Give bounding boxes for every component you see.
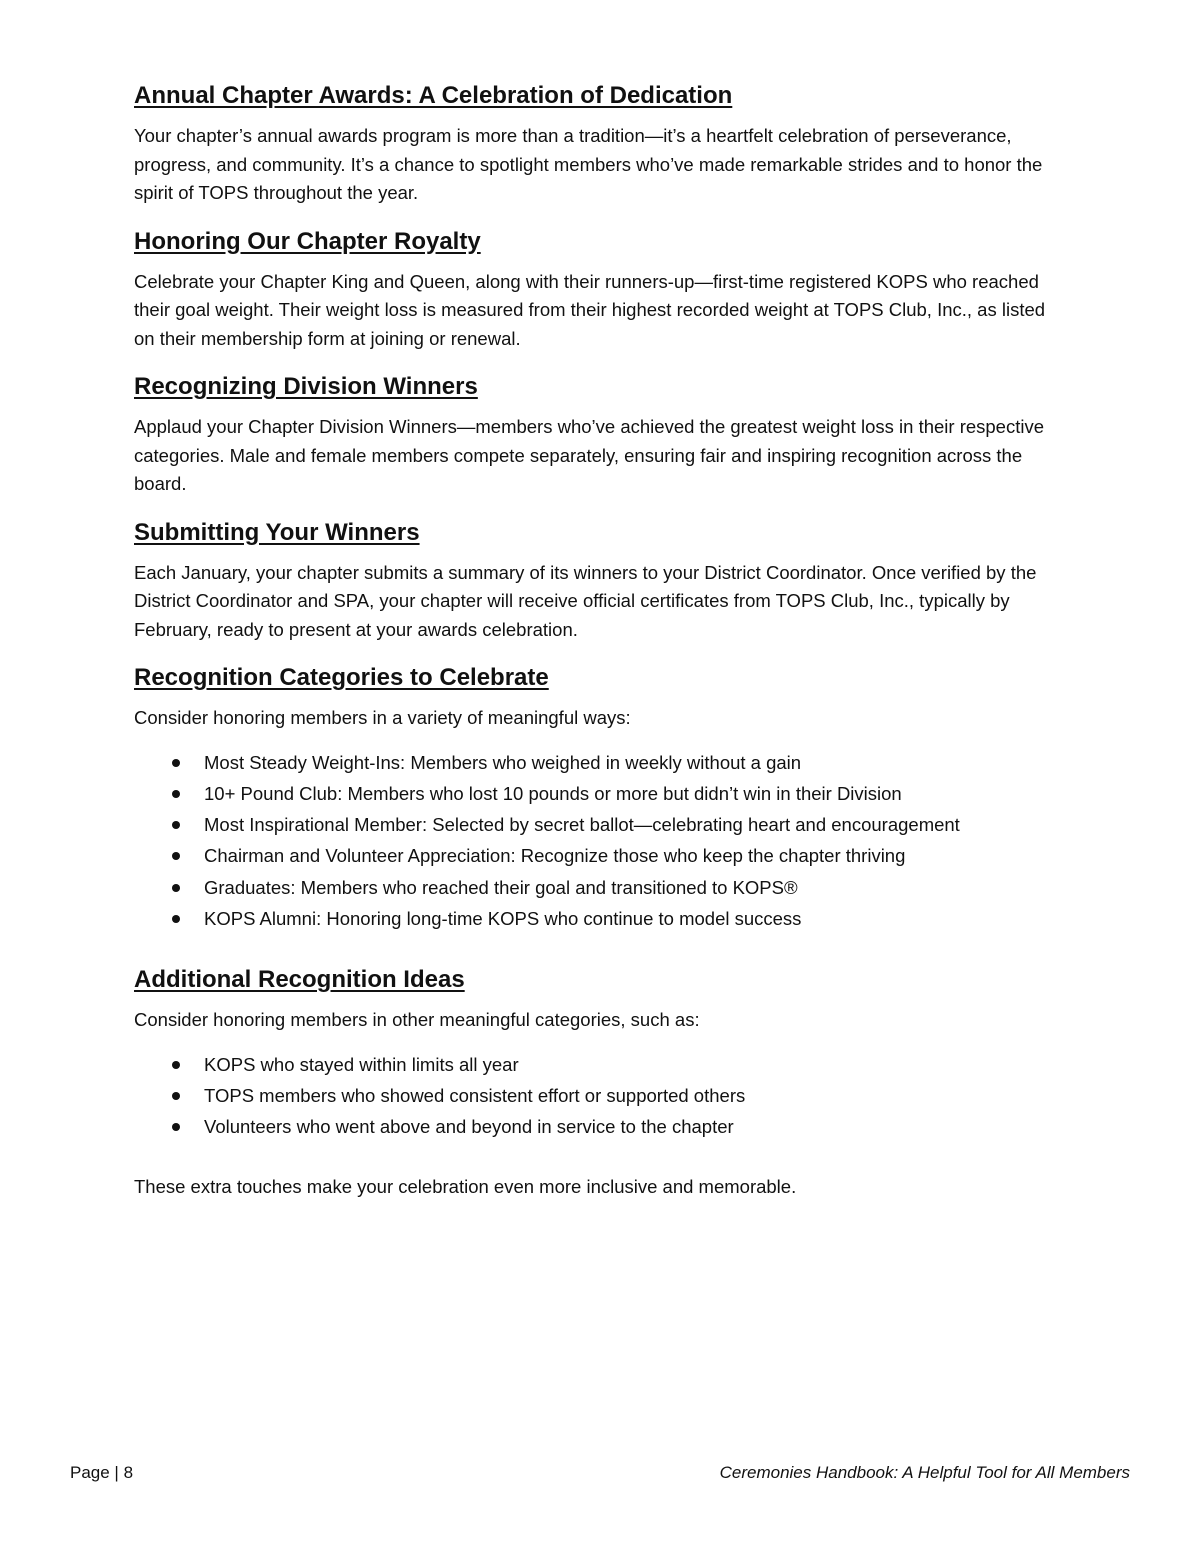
list-item: KOPS Alumni: Honoring long-time KOPS who continue to model success: [204, 903, 1064, 934]
paragraph-recognition-categories: Consider honoring members in a variety of meaningful ways:: [134, 707, 631, 728]
paragraph-annual-chapter-awards: Your chapter’s annual awards program is more than a tradition—it’s a heartfelt celebration of perseverance, progress, and community. It’s a chance to spotlight members who’ve made remarkable strides and to honor the spirit of TOPS throughout the year.: [134, 125, 1043, 203]
heading-chapter-royalty: Honoring Our Chapter Royalty: [134, 227, 481, 255]
heading-recognition-categories: Recognition Categories to Celebrate: [134, 664, 549, 691]
paragraph-division-winners: Applaud your Chapter Division Winners—members who’ve achieved the greatest weight loss in their respective categories. Male and female members compete separately, ensuring fair and inspiring recognition across the board.: [134, 416, 1045, 494]
heading-additional-recognition: Additional Recognition Ideas: [134, 966, 465, 994]
spacer: [134, 934, 1064, 964]
list-item: KOPS who stayed within limits all year: [204, 1049, 1064, 1080]
heading-annual-chapter-awards: Annual Chapter Awards: A Celebration of Dedication: [134, 82, 733, 109]
list-item: Most Steady Weight-Ins: Members who weighed in weekly without a gain: [204, 747, 1064, 778]
page-number: Page | 8: [70, 1463, 134, 1482]
paragraph-chapter-royalty: Celebrate your Chapter King and Queen, along with their runners-up—first-time registered KOPS who reached their goal weight. Their weight loss is measured from their highest recorded weight at TOPS Club, Inc., as listed on their membership form at joining or renewal.: [134, 270, 1046, 349]
recognition-categories-list: [134, 747, 1064, 935]
document-body: [134, 80, 1064, 1219]
paragraph-additional-recognition: Consider honoring members in other meaningful categories, such as:: [134, 1009, 700, 1031]
paragraph-submitting-winners: Each January, your chapter submits a summary of its winners to your District Coordinator. Once verified by the District Coordinator and SPA, your chapter will receive official certificates from TOPS Club, Inc., typically by February, ready to present at your awards celebration.: [134, 561, 1037, 640]
spacer: [134, 1143, 1064, 1173]
closing-paragraph: These extra touches make your celebration even more inclusive and memorable.: [134, 1175, 797, 1197]
list-item: Chairman and Volunteer Appreciation: Recognize those who keep the chapter thriving: [204, 840, 1064, 871]
footer-title: Ceremonies Handbook: A Helpful Tool for All Members: [719, 1463, 1130, 1482]
list-item: Volunteers who went above and beyond in service to the chapter: [204, 1111, 1064, 1142]
list-item: Most Inspirational Member: Selected by secret ballot—celebrating heart and encouragement: [204, 809, 1064, 840]
heading-division-winners: Recognizing Division Winners: [134, 373, 478, 400]
list-item: 10+ Pound Club: Members who lost 10 pounds or more but didn’t win in their Division: [204, 778, 1064, 809]
additional-recognition-list: [134, 1049, 1064, 1143]
list-item: TOPS members who showed consistent effort or supported others: [204, 1080, 1064, 1111]
heading-submitting-winners: Submitting Your Winners: [134, 518, 420, 546]
list-item: Graduates: Members who reached their goal and transitioned to KOPS®: [204, 872, 1064, 903]
